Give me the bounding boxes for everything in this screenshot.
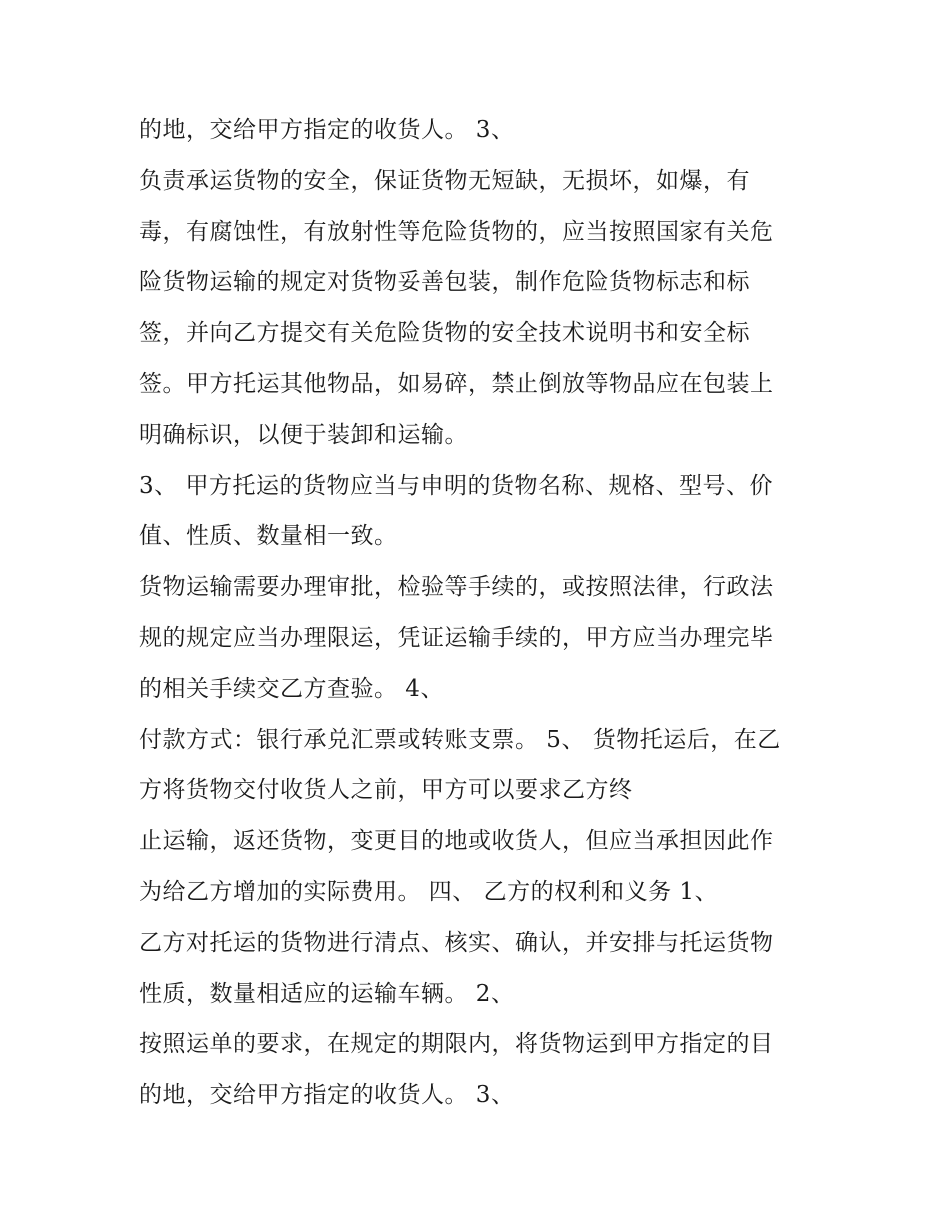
text-line: 签，并向乙方提交有关危险货物的安全技术说明书和安全标 xyxy=(139,320,750,347)
text-line: 付款方式：银行承兑汇票或转账支票。 5、 货物托运后，在乙 xyxy=(139,726,781,753)
text-line: 3、 甲方托运的货物应当与申明的货物名称、规格、型号、价 xyxy=(139,472,773,499)
text-line: 的地，交给甲方指定的收货人。 3、 xyxy=(139,117,515,143)
text-line: 性质，数量相适应的运输车辆。 2、 xyxy=(139,980,515,1007)
text-line: 乙方对托运的货物进行清点、核实、确认，并安排与托运货物 xyxy=(139,929,774,956)
text-line: 险货物运输的规定对货物妥善包装，制作危险货物标志和标 xyxy=(139,269,750,296)
text-line: 的相关手续交乙方查验。 4、 xyxy=(139,675,444,702)
text-line: 规的规定应当办理限运，凭证运输手续的，甲方应当办理完毕 xyxy=(139,624,774,651)
text-line: 值、性质、数量相一致。 xyxy=(139,523,398,550)
text-line: 按照运单的要求，在规定的期限内，将货物运到甲方指定的目 xyxy=(139,1031,774,1058)
text-line: 签。甲方托运其他物品，如易碎，禁止倒放等物品应在包装上 xyxy=(139,370,774,397)
text-line: 方将货物交付收货人之前，甲方可以要求乙方终 xyxy=(139,777,633,804)
text-line: 毒，有腐蚀性，有放射性等危险货物的，应当按照国家有关危 xyxy=(139,218,774,245)
text-line: 的地，交给甲方指定的收货人。 3、 xyxy=(139,1082,515,1109)
text-line: 明确标识，以便于装卸和运输。 xyxy=(139,421,468,448)
text-line: 止运输，返还货物，变更目的地或收货人，但应当承担因此作 xyxy=(139,828,774,855)
text-line: 负责承运货物的安全，保证货物无短缺，无损坏，如爆，有 xyxy=(139,167,750,194)
text-line: 货物运输需要办理审批，检验等手续的，或按照法律，行政法 xyxy=(139,574,774,601)
text-line: 为给乙方增加的实际费用。 四、 乙方的权利和义务 1、 xyxy=(139,878,719,905)
contract-text-body xyxy=(139,105,839,1121)
